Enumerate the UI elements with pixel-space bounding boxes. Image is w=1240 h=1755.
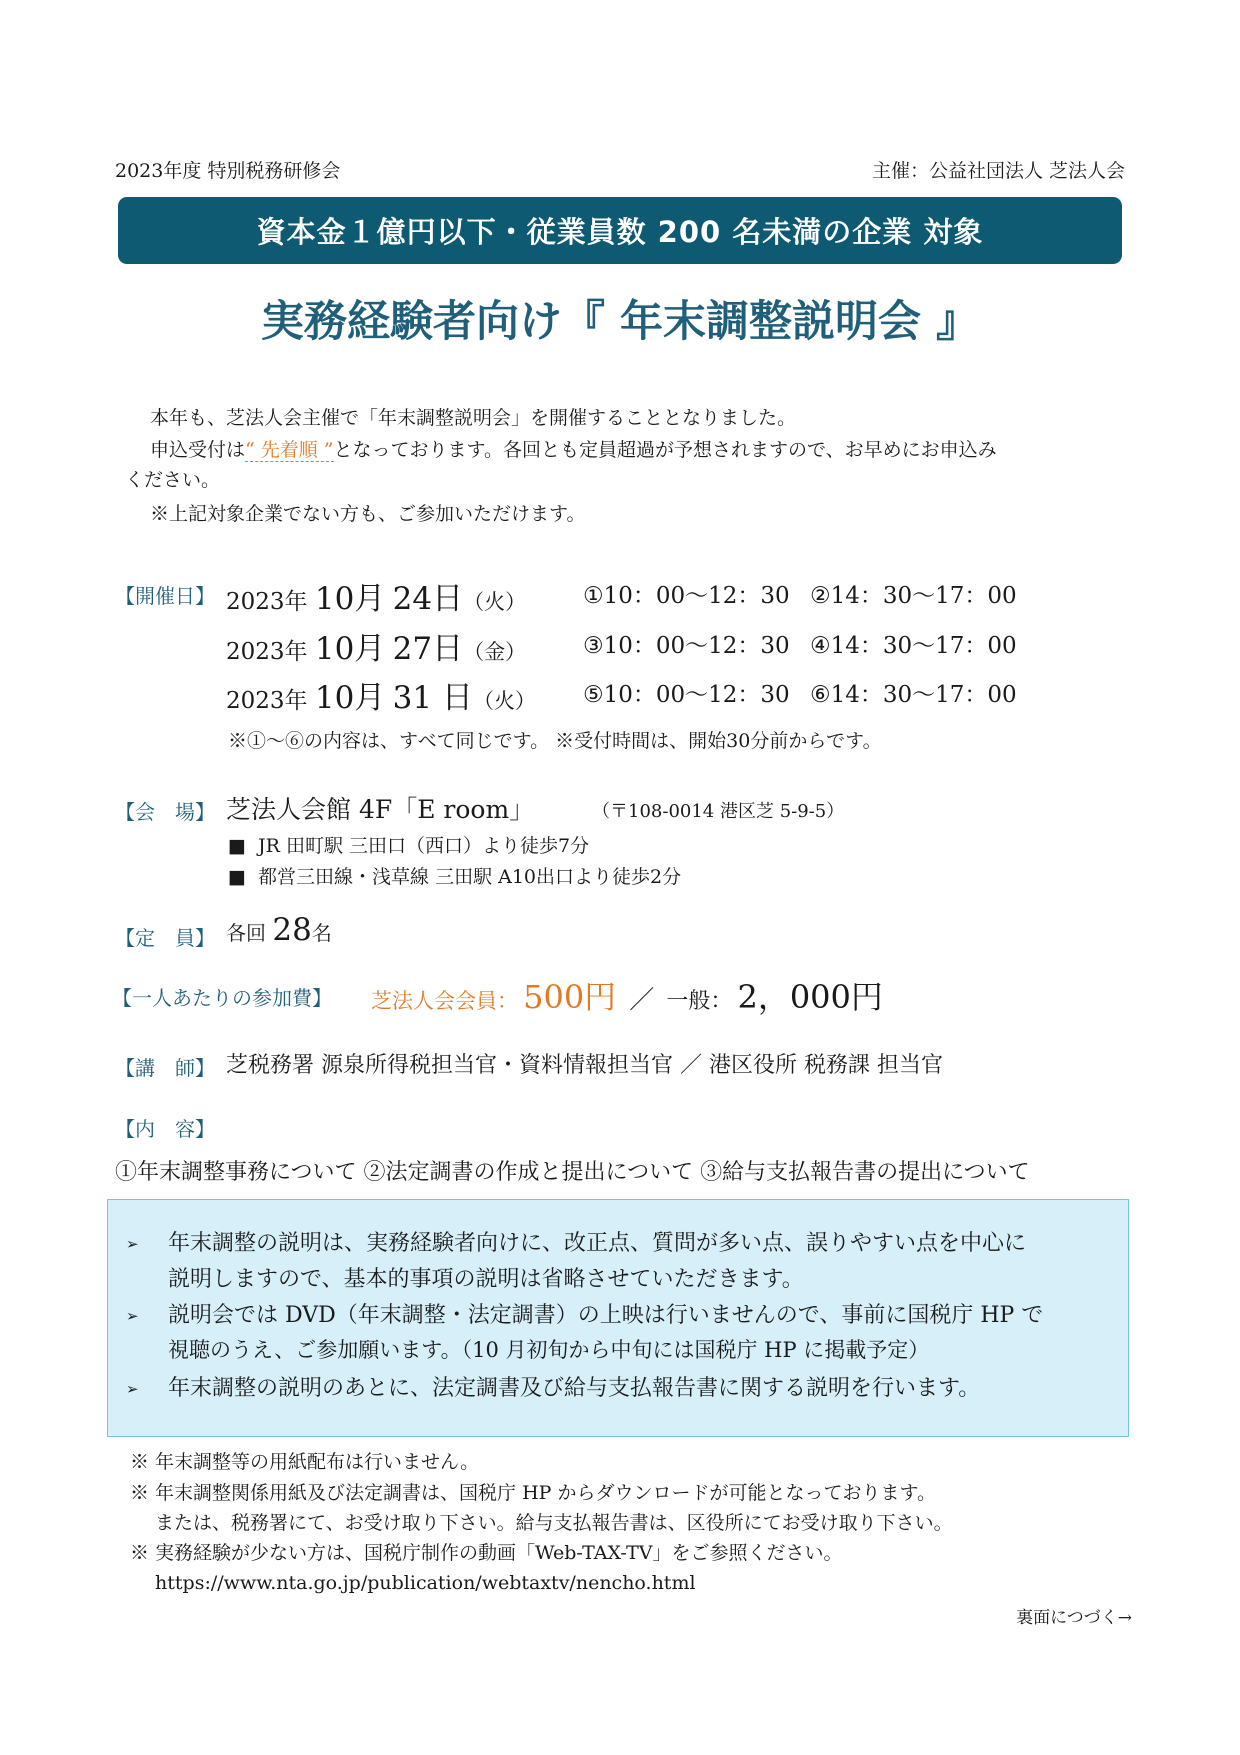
target-banner [118, 197, 1122, 264]
schedule-month: 10月 [314, 581, 386, 617]
schedule-row-2-slot-2: ④14：30～17：00 [810, 633, 1017, 659]
note-1-line-1: 年末調整の説明は、実務経験者向けに、改正点、質問が多い点、誤りやすい点を中心に [168, 1231, 1027, 1256]
schedule-month: 10月 [314, 680, 386, 716]
fee-member-price: 500円 [523, 978, 617, 1016]
schedule-label: 【開催日】 [115, 584, 215, 608]
note-3-line-1: 年末調整の説明のあとに、法定調書及び給与支払報告書に関する説明を行います。 [168, 1376, 981, 1401]
footnote-2: ※ 年末調整関係用紙及び法定調書は、国税庁 HP からダウンロードが可能となっております。 [130, 1482, 936, 1504]
content-label: 【内 容】 [115, 1117, 215, 1141]
capacity-label: 【定 員】 [115, 926, 215, 950]
schedule-year: 2023年 [226, 639, 308, 665]
venue-label: 【会 場】 [115, 800, 215, 824]
venue-access-text: JR 田町駅 三田口（西口）より徒歩7分 [258, 835, 590, 857]
capacity-unit: 名 [311, 921, 332, 945]
schedule-row-2 [226, 623, 526, 668]
fee-member-label: 芝法人会会員： [371, 989, 518, 1013]
footnote-3: または、税務署にて、お受け取り下さい。給与支払報告書は、区役所にてお受け取り下さい。 [130, 1512, 953, 1534]
capacity-value [226, 912, 332, 948]
notes-box [107, 1199, 1129, 1437]
schedule-weekday: （火） [472, 689, 536, 713]
continue-overleaf: 裏面につづく→ [1016, 1608, 1132, 1628]
fee-general-price: 2，000円 [737, 978, 883, 1016]
note-2-line-1: 説明会では DVD（年末調整・法定調書）の上映は行いませんので、事前に国税庁 HP で [168, 1303, 1044, 1328]
target-banner-text: 資本金１億円以下・従業員数 200 名未満の企業 対象 [256, 215, 984, 249]
intro-line-4: ※上記対象企業でない方も、ご参加いただけます。 [150, 503, 586, 525]
header-event-name: 2023年度 特別税務研修会 [115, 160, 341, 182]
schedule-year: 2023年 [226, 589, 308, 615]
capacity-pre: 各回 [226, 921, 266, 945]
venue-access-text: 都営三田線・浅草線 三田駅 A10出口より徒歩2分 [258, 866, 682, 888]
lecturer-label: 【講 師】 [115, 1056, 215, 1080]
intro-line-2-pre: 申込受付は [150, 439, 246, 461]
fee-values [371, 972, 883, 1018]
schedule-year: 2023年 [226, 688, 308, 714]
schedule-day: 31 日 [392, 680, 473, 716]
capacity-number: 28 [272, 912, 312, 948]
schedule-row-3-slot-2: ⑥14：30～17：00 [810, 682, 1017, 708]
intro-line-3: ください。 [125, 469, 221, 491]
arrowhead-bullet-icon: ➢ [126, 1380, 139, 1398]
square-bullet-icon: ■ [228, 835, 246, 857]
schedule-row-3 [226, 672, 536, 717]
footnote-1: ※ 年末調整等の用紙配布は行いません。 [130, 1451, 480, 1473]
content-text: ①年末調整事務について ②法定調書の作成と提出について ③給与支払報告書の提出について [115, 1160, 1030, 1185]
intro-line-1: 本年も、芝法人会主催で「年末調整説明会」を開催することとなりました。 [150, 407, 797, 429]
header-organizer: 主催：公益社団法人 芝法人会 [871, 160, 1125, 182]
note-2-line-2: 視聴のうえ、ご参加願います。（10 月初旬から中旬には国税庁 HP に掲載予定） [168, 1338, 930, 1362]
schedule-weekday: （火） [463, 590, 527, 614]
arrowhead-bullet-icon: ➢ [126, 1235, 139, 1253]
schedule-month: 10月 [314, 631, 386, 667]
intro-line-2 [150, 435, 997, 462]
schedule-weekday: （金） [463, 640, 527, 664]
venue-address: （〒108-0014 港区芝 5-9-5） [592, 801, 845, 822]
schedule-row-3-slot-1: ⑤10：00～12：30 [583, 682, 790, 708]
schedule-row-2-slot-1: ③10：00～12：30 [583, 633, 790, 659]
schedule-note: ※①～⑥の内容は、すべて同じです。 ※受付時間は、開始30分前からです。 [228, 730, 882, 752]
page-title: 実務経験者向け『 年末調整説明会 』 [261, 297, 979, 347]
arrowhead-bullet-icon: ➢ [126, 1307, 139, 1325]
footnote-url: https://www.nta.go.jp/publication/webtaxtv/nencho.html [130, 1572, 696, 1594]
fee-separator: ／ [629, 985, 655, 1014]
venue-access-2 [228, 862, 681, 889]
schedule-row-1 [226, 573, 526, 618]
schedule-row-1-slot-2: ②14：30～17：00 [810, 583, 1017, 609]
venue-access-1 [228, 831, 589, 858]
square-bullet-icon: ■ [228, 866, 246, 888]
lecturer-text: 芝税務署 源泉所得税担当官・資料情報担当官 ／ 港区役所 税務課 担当官 [226, 1053, 943, 1078]
intro-line-2-post: となっております。各回とも定員超過が予想されますので、お早めにお申込み [333, 439, 997, 461]
schedule-row-1-slot-1: ①10：00～12：30 [583, 583, 790, 609]
venue-name: 芝法人会館 4F「E room」 [226, 795, 535, 824]
note-1-line-2: 説明しますので、基本的事項の説明は省略させていただきます。 [168, 1267, 804, 1292]
schedule-day: 27日 [392, 631, 464, 667]
fee-label: 【一人あたりの参加費】 [112, 986, 332, 1010]
fee-general-label: 一般： [666, 989, 733, 1014]
first-come-emphasis: “ 先着順 ” [245, 439, 334, 461]
schedule-day: 24日 [392, 581, 464, 617]
footnote-4: ※ 実務経験が少ない方は、国税庁制作の動画「Web-TAX-TV」をご参照ください。 [130, 1542, 843, 1564]
